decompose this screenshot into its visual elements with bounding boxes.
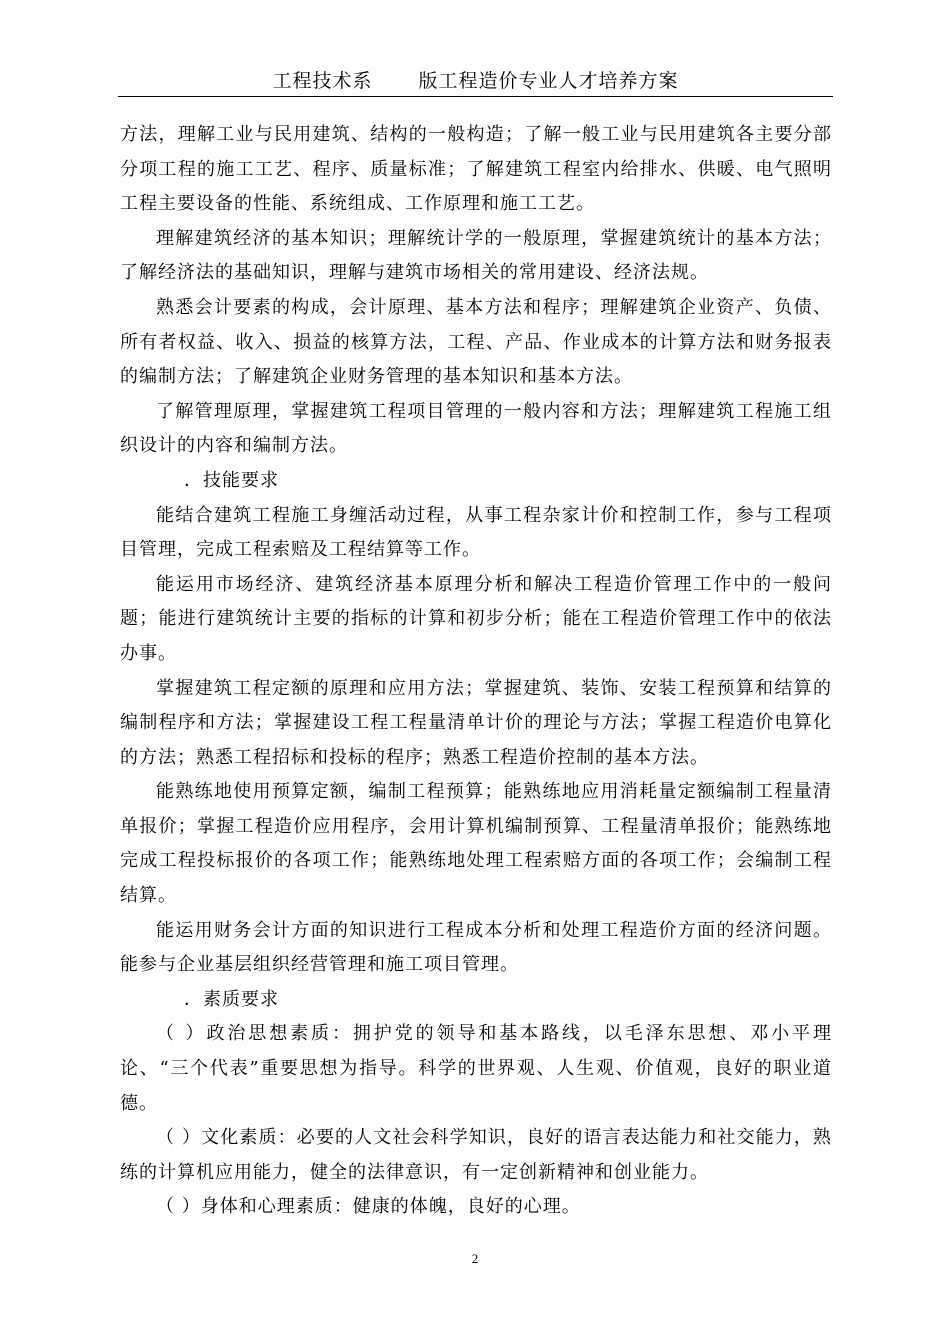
header-rule [118, 96, 833, 97]
paragraph: 了解管理原理，掌握建筑工程项目管理的一般内容和方法；理解建筑工程施工组织设计的内容和编制方法。 [120, 400, 832, 457]
page-header [118, 66, 833, 94]
paragraph: 理解建筑经济的基本知识；理解统计学的一般原理，掌握建筑统计的基本方法；了解经济法的基础知识，理解与建筑市场相关的常用建设、经济法规。 [120, 227, 832, 284]
paragraph: 能运用财务会计方面的知识进行工程成本分析和处理工程造价方面的经济问题。能参与企业基层组织经营管理和施工项目管理。 [120, 919, 832, 976]
paragraph: 方法，理解工业与民用建筑、结构的一般构造；了解一般工业与民用建筑各主要分部分项工程的施工工艺、程序、质量标准；了解建筑工程室内给排水、供暖、电气照明工程主要设备的性能、系统组成、工作原理和施工工艺。 [120, 124, 832, 215]
section-heading-quality: ．素质要求 [184, 988, 279, 1010]
paragraph: 能运用市场经济、建筑经济基本原理分析和解决工程造价管理工作中的一般问题；能进行建筑统计主要的指标的计算和初步分析；能在工程造价管理工作中的依法办事。 [120, 573, 832, 664]
paragraph: 熟悉会计要素的构成，会计原理、基本方法和程序；理解建筑企业资产、负债、所有者权益、收入、损益的核算方法，工程、产品、作业成本的计算方法和财务报表的编制方法；了解建筑企业财务管理的基本知识和基本方法。 [120, 296, 832, 388]
paragraph: （ ）文化素质：必要的人文社会科学知识，良好的语言表达能力和社交能力，熟练的计算机应用能力，健全的法律意识，有一定创新精神和创业能力。 [120, 1127, 832, 1183]
document-body [120, 118, 832, 1225]
page-number: 2 [471, 1251, 479, 1266]
paragraph: （ ）政治思想素质：拥护党的领导和基本路线，以毛泽东思想、邓小平理论、“三个代表”重要思想为指导。科学的世界观、人生观、价值观，良好的职业道德。 [120, 1023, 832, 1114]
header-document-title: 版工程造价专业人才培养方案 [418, 70, 679, 92]
paragraph: （ ）身体和心理素质：健康的体魄，良好的心理。 [156, 1196, 581, 1218]
section-heading-skills: ．技能要求 [184, 469, 279, 491]
paragraph: 掌握建筑工程定额的原理和应用方法；掌握建筑、装饰、安装工程预算和结算的编制程序和方法；掌握建设工程工程量清单计价的理论与方法；掌握工程造价电算化的方法；熟悉工程招标和投标的程序；熟悉工程造价控制的基本方法。 [120, 677, 832, 768]
header-department: 工程技术系 [272, 70, 373, 92]
paragraph: 能熟练地使用预算定额，编制工程预算；能熟练地应用消耗量定额编制工程量清单报价；掌握工程造价应用程序，会用计算机编制预算、工程量清单报价；能熟练地完成工程投标报价的各项工作；能熟练地处理工程索赔方面的各项工作；会编制工程结算。 [120, 781, 832, 907]
paragraph: 能结合建筑工程施工身缠活动过程，从事工程杂家计价和控制工作，参与工程项目管理，完成工程索赔及工程结算等工作。 [120, 504, 832, 561]
